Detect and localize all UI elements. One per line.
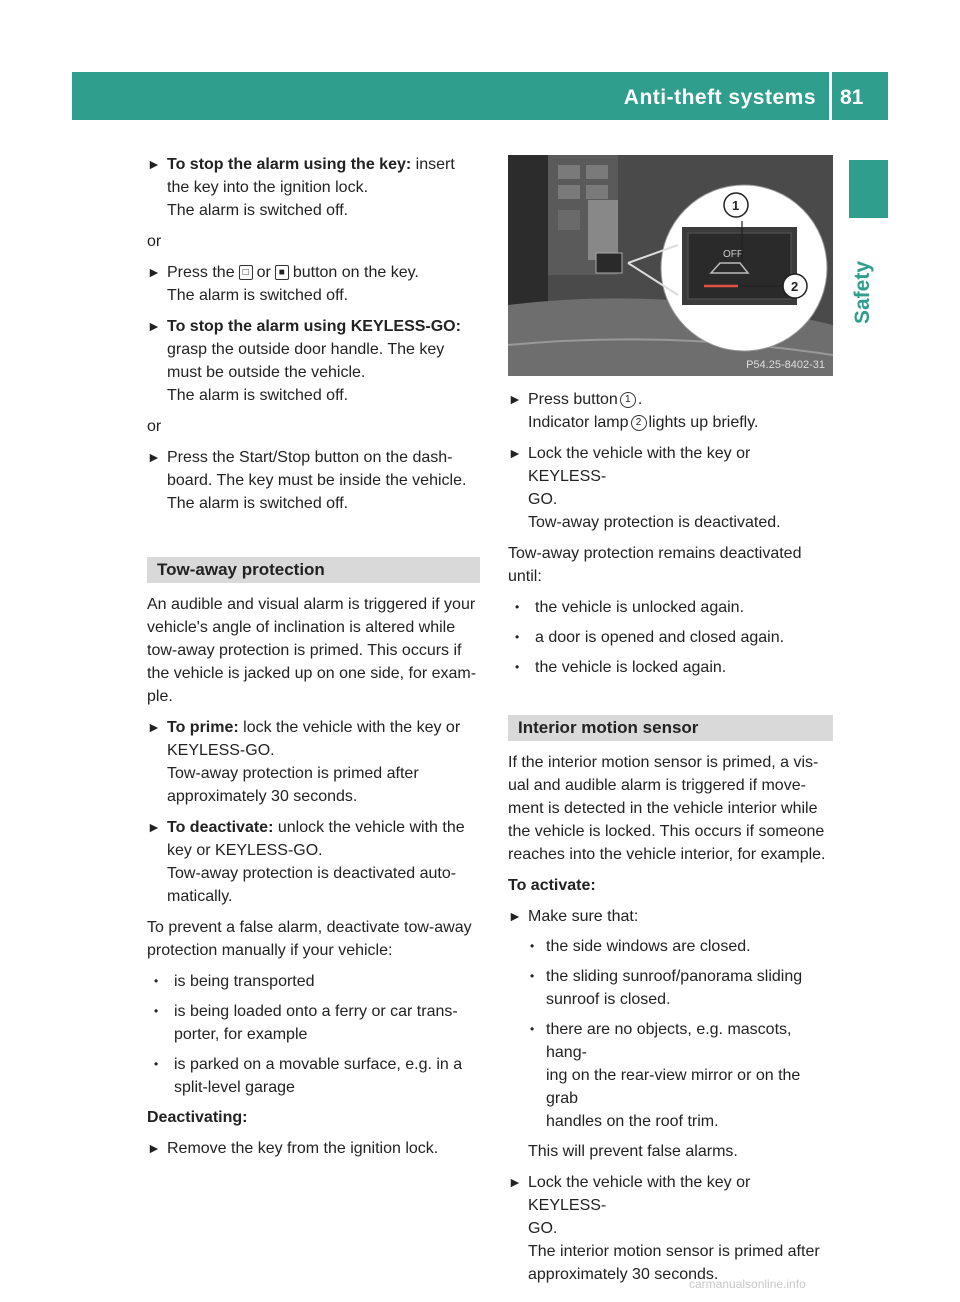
step-stop-alarm-keyless: ► To stop the alarm using KEYLESS-GO: grasp the outside door handle. The key must be outside the vehicle. The alarm is switched off. [147,315,480,407]
step-arrow-icon: ► [508,391,522,407]
tow-away-button-figure [508,155,833,376]
step-start-stop: ► Press the Start/Stop button on the dash- board. The key must be inside the vehicle. The alarm is switched off. [147,446,480,515]
list-item: • a door is opened and closed again. [515,629,785,646]
step-make-sure: ► Make sure that: • the side windows are closed. • the sliding sunroof/panorama sliding sunroof is closed. • there are no objects, e.g. mascots, hang- ing on the rear-view mirror or on the grab handles on the roof trim. This will prevent false alarms. [508,905,833,1163]
step-press-button: ► Press the □ or ■ button on the key. The alarm is switched off. [147,261,480,307]
unlock-icon: □ [239,265,253,280]
deactivating-label: Deactivating: [147,1109,248,1126]
step-deactivate: ► To deactivate: unlock the vehicle with the key or KEYLESS-GO. Tow-away protection is deactivated auto- matically. [147,816,480,908]
figure-illustration [508,155,833,376]
step-arrow-icon: ► [147,719,161,735]
step-lock-vehicle: ► Lock the vehicle with the key or KEYLESS- GO. Tow-away protection is deactivated. [508,442,833,534]
list-item: • the vehicle is locked again. [515,659,727,676]
list-item: • is parked on a movable surface, e.g. in a split-level garage [154,1056,463,1096]
figure-code: P54.25-8402-31 [746,359,825,371]
side-tab [849,228,888,340]
or-text: or [147,233,162,250]
lock-icon: ■ [275,265,289,280]
right-column [508,388,833,1294]
list-item: • there are no objects, e.g. mascots, hang- ing on the rear-view mirror or on the grab handles on the roof trim. [530,1021,801,1130]
step-stop-alarm-key: ► To stop the alarm using the key: insert the key into the ignition lock. The alarm is switched off. [147,153,480,222]
list-item: • the side windows are closed. [530,938,751,955]
ims-intro: If the interior motion sensor is primed, a vis- ual and audible alarm is triggered if move- ment is detected in the vehicle interior while the vehicle is locked. This occurs if someone reaches into the vehicle interior, for example. [508,754,826,863]
svg-text:1: 1 [732,198,740,213]
step-prime: ► To prime: lock the vehicle with the key or KEYLESS-GO. Tow-away protection is primed after approximately 30 seconds. [147,716,480,808]
page-number: 81 [840,86,864,109]
side-tab-marker [849,160,888,218]
list-item: • is being loaded onto a ferry or car trans- porter, for example [154,1003,458,1043]
step-arrow-icon: ► [147,264,161,280]
step-arrow-icon: ► [147,318,161,334]
step-arrow-icon: ► [147,819,161,835]
section-heading-tow-away: Tow-away protection [147,557,480,583]
step-arrow-icon: ► [508,908,522,924]
to-activate-label: To activate: [508,877,596,894]
left-column [147,153,480,1168]
footer-watermark[interactable]: carmanualsonline.info [689,1277,806,1291]
list-item: • the vehicle is unlocked again. [515,599,745,616]
svg-text:2: 2 [791,279,799,294]
off-label: OFF [723,249,743,260]
side-tab-label: Safety [851,260,874,324]
section-heading-interior-motion: Interior motion sensor [508,715,833,741]
step-press-button-1: ► Press button 1 . Indicator lamp 2 lights up briefly. [508,388,833,434]
or-text: or [147,418,162,435]
list-item: • is being transported [154,973,315,990]
step-arrow-icon: ► [147,449,161,465]
step-arrow-icon: ► [147,156,161,172]
page-section-title: Anti-theft systems [623,86,816,109]
tow-intro: An audible and visual alarm is triggered if your vehicle's angle of inclination is altered while tow-away protection is primed. This occurs if the vehicle is jacked up on one side, for exam- ple. [147,596,477,705]
remains-text: Tow-away protection remains deactivated until: [508,545,802,585]
step-arrow-icon: ► [508,445,522,461]
list-item: • the sliding sunroof/panorama sliding sunroof is closed. [530,968,803,1008]
prevent-text: To prevent a false alarm, deactivate tow-away protection manually if your vehicle: [147,919,472,959]
step-remove-key: ► Remove the key from the ignition lock. [147,1137,480,1160]
step-lock-vehicle-ims: ► Lock the vehicle with the key or KEYLESS- GO. The interior motion sensor is primed after approximately 30 seconds. [508,1171,833,1286]
step-arrow-icon: ► [147,1140,161,1156]
step-arrow-icon: ► [508,1174,522,1190]
header-separator [829,72,832,120]
